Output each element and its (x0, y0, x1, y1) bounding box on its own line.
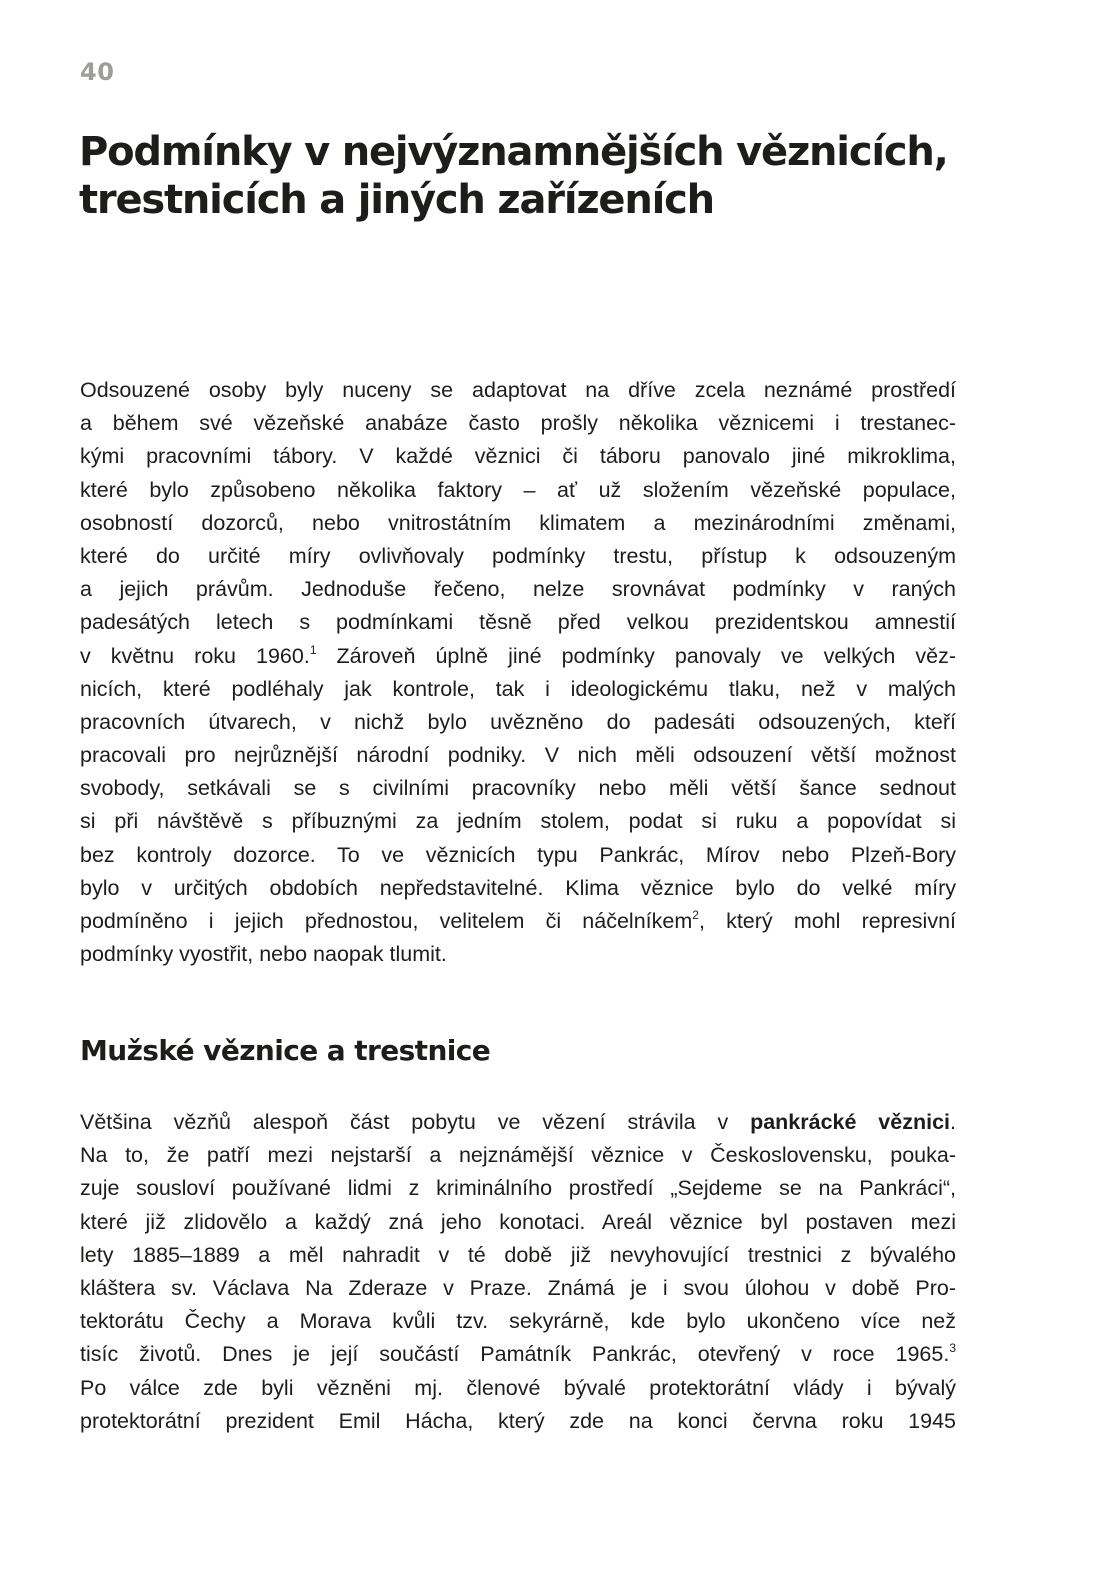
text-line: pracovali pro nejrůznější národní podniky. V nich měli odsouzení větší možnost (80, 743, 956, 768)
text-line: bylo v určitých obdobích nepředstavitelné. Klima věznice bylo do velké míry (80, 875, 956, 900)
footnote-ref-2[interactable]: 2 (692, 908, 699, 922)
text-run: , který mohl represivní (698, 909, 956, 933)
text-line: zuje sousloví používané lidmi z kriminálního prostředí „Sejdeme se na Pankráci“, (80, 1176, 956, 1201)
text-line: Na to, že patří mezi nejstarší a nejznámější věznice v Československu, pouka- (80, 1143, 956, 1168)
chapter-title-line: trestnicích a jiných zařízeních (79, 177, 714, 223)
text-run: Většina vězňů alespoň část pobytu ve vězení strávila v (80, 1110, 751, 1134)
text-line: padesátých letech s podmínkami těsně před velkou prezidentskou amnestií (80, 610, 956, 635)
text-line: si při návštěvě s příbuznými za jedním stolem, podat si ruku a popovídat si (80, 809, 956, 834)
text-line: a během své vězeňské anabáze často prošly několika věznicemi i trestanec- (80, 411, 956, 436)
text-line: které bylo způsobeno několika faktory – ať už složením vězeňské populace, (80, 477, 956, 502)
text-line (80, 905, 956, 938)
footnote-ref-3[interactable]: 3 (949, 1341, 956, 1356)
text-run: tisíc životů. Dnes je její součástí Památník Pankrác, otevřený v roce 1965. (80, 1342, 950, 1367)
text-line: kláštera sv. Václava Na Zderaze v Praze. Známá je i svou úlohou v době Pro- (80, 1275, 956, 1300)
text-line: Odsouzené osoby byly nuceny se adaptovat na dříve zcela neznámé prostředí (80, 378, 956, 402)
text-run: v květnu roku 1960. (80, 643, 310, 668)
section-paragraph (80, 1106, 956, 1438)
text-line: protektorátní prezident Emil Hácha, který zde na konci června roku 1945 (80, 1408, 956, 1433)
text-line (80, 640, 956, 673)
text-run: Zároveň úplně jiné podmínky panovaly ve velkých věz- (316, 643, 956, 668)
text-line: osobností dozorců, nebo vnitrostátním klimatem a mezinárodními změnami, (80, 510, 956, 535)
chapter-title-line: Podmínky v nejvýznamnějších věznicích, (79, 129, 948, 175)
text-run: . (950, 1110, 956, 1134)
text-line: bez kontroly dozorce. To ve věznicích typu Pankrác, Mírov nebo Plzeň-Bory (80, 842, 956, 867)
text-line: kými pracovními tábory. V každé věznici či táboru panovalo jiné mikroklima, (80, 444, 956, 469)
text-line: lety 1885–1889 a měl nahradit v té době již nevyhovující trestnici z bývalého (80, 1242, 956, 1267)
text-line: svobody, setkávali se s civilními pracovníky nebo měli větší šance sednout (80, 776, 956, 801)
footnote-ref-1[interactable]: 1 (309, 642, 317, 657)
chapter-title (79, 128, 1039, 224)
text-line: tektorátu Čechy a Morava kvůli tzv. sekyrárně, kde bylo ukončeno více než (80, 1309, 956, 1334)
section-heading: Mužské věznice a trestnice (80, 1034, 491, 1067)
text-line: a jejich právům. Jednoduše řečeno, nelze srovnávat podmínky v raných (80, 577, 956, 602)
page-number: 40 (80, 58, 115, 86)
text-line (80, 1338, 956, 1371)
emphasis-pankrac-prison: pankrácké věznici (750, 1110, 951, 1134)
text-line: které do určité míry ovlivňovaly podmínky trestu, přístup k odsouzeným (80, 543, 956, 568)
text-run: podmíněno i jejich přednostou, velitelem či náčelníkem (80, 909, 693, 933)
text-line: nicích, které podléhaly jak kontrole, tak i ideologickému tlaku, než v malých (80, 676, 956, 701)
text-line: pracovních útvarech, v nichž bylo uvězněno do padesáti odsouzených, kteří (80, 709, 956, 734)
text-line (80, 1106, 956, 1139)
text-line: podmínky vyostřit, nebo naopak tlumit. (80, 942, 447, 967)
intro-paragraph (80, 374, 956, 971)
text-line: Po válce zde byli vězněni mj. členové bývalé protektorátní vlády i bývalý (80, 1375, 956, 1400)
text-line: které již zlidovělo a každý zná jeho konotaci. Areál věznice byl postaven mezi (80, 1209, 956, 1234)
